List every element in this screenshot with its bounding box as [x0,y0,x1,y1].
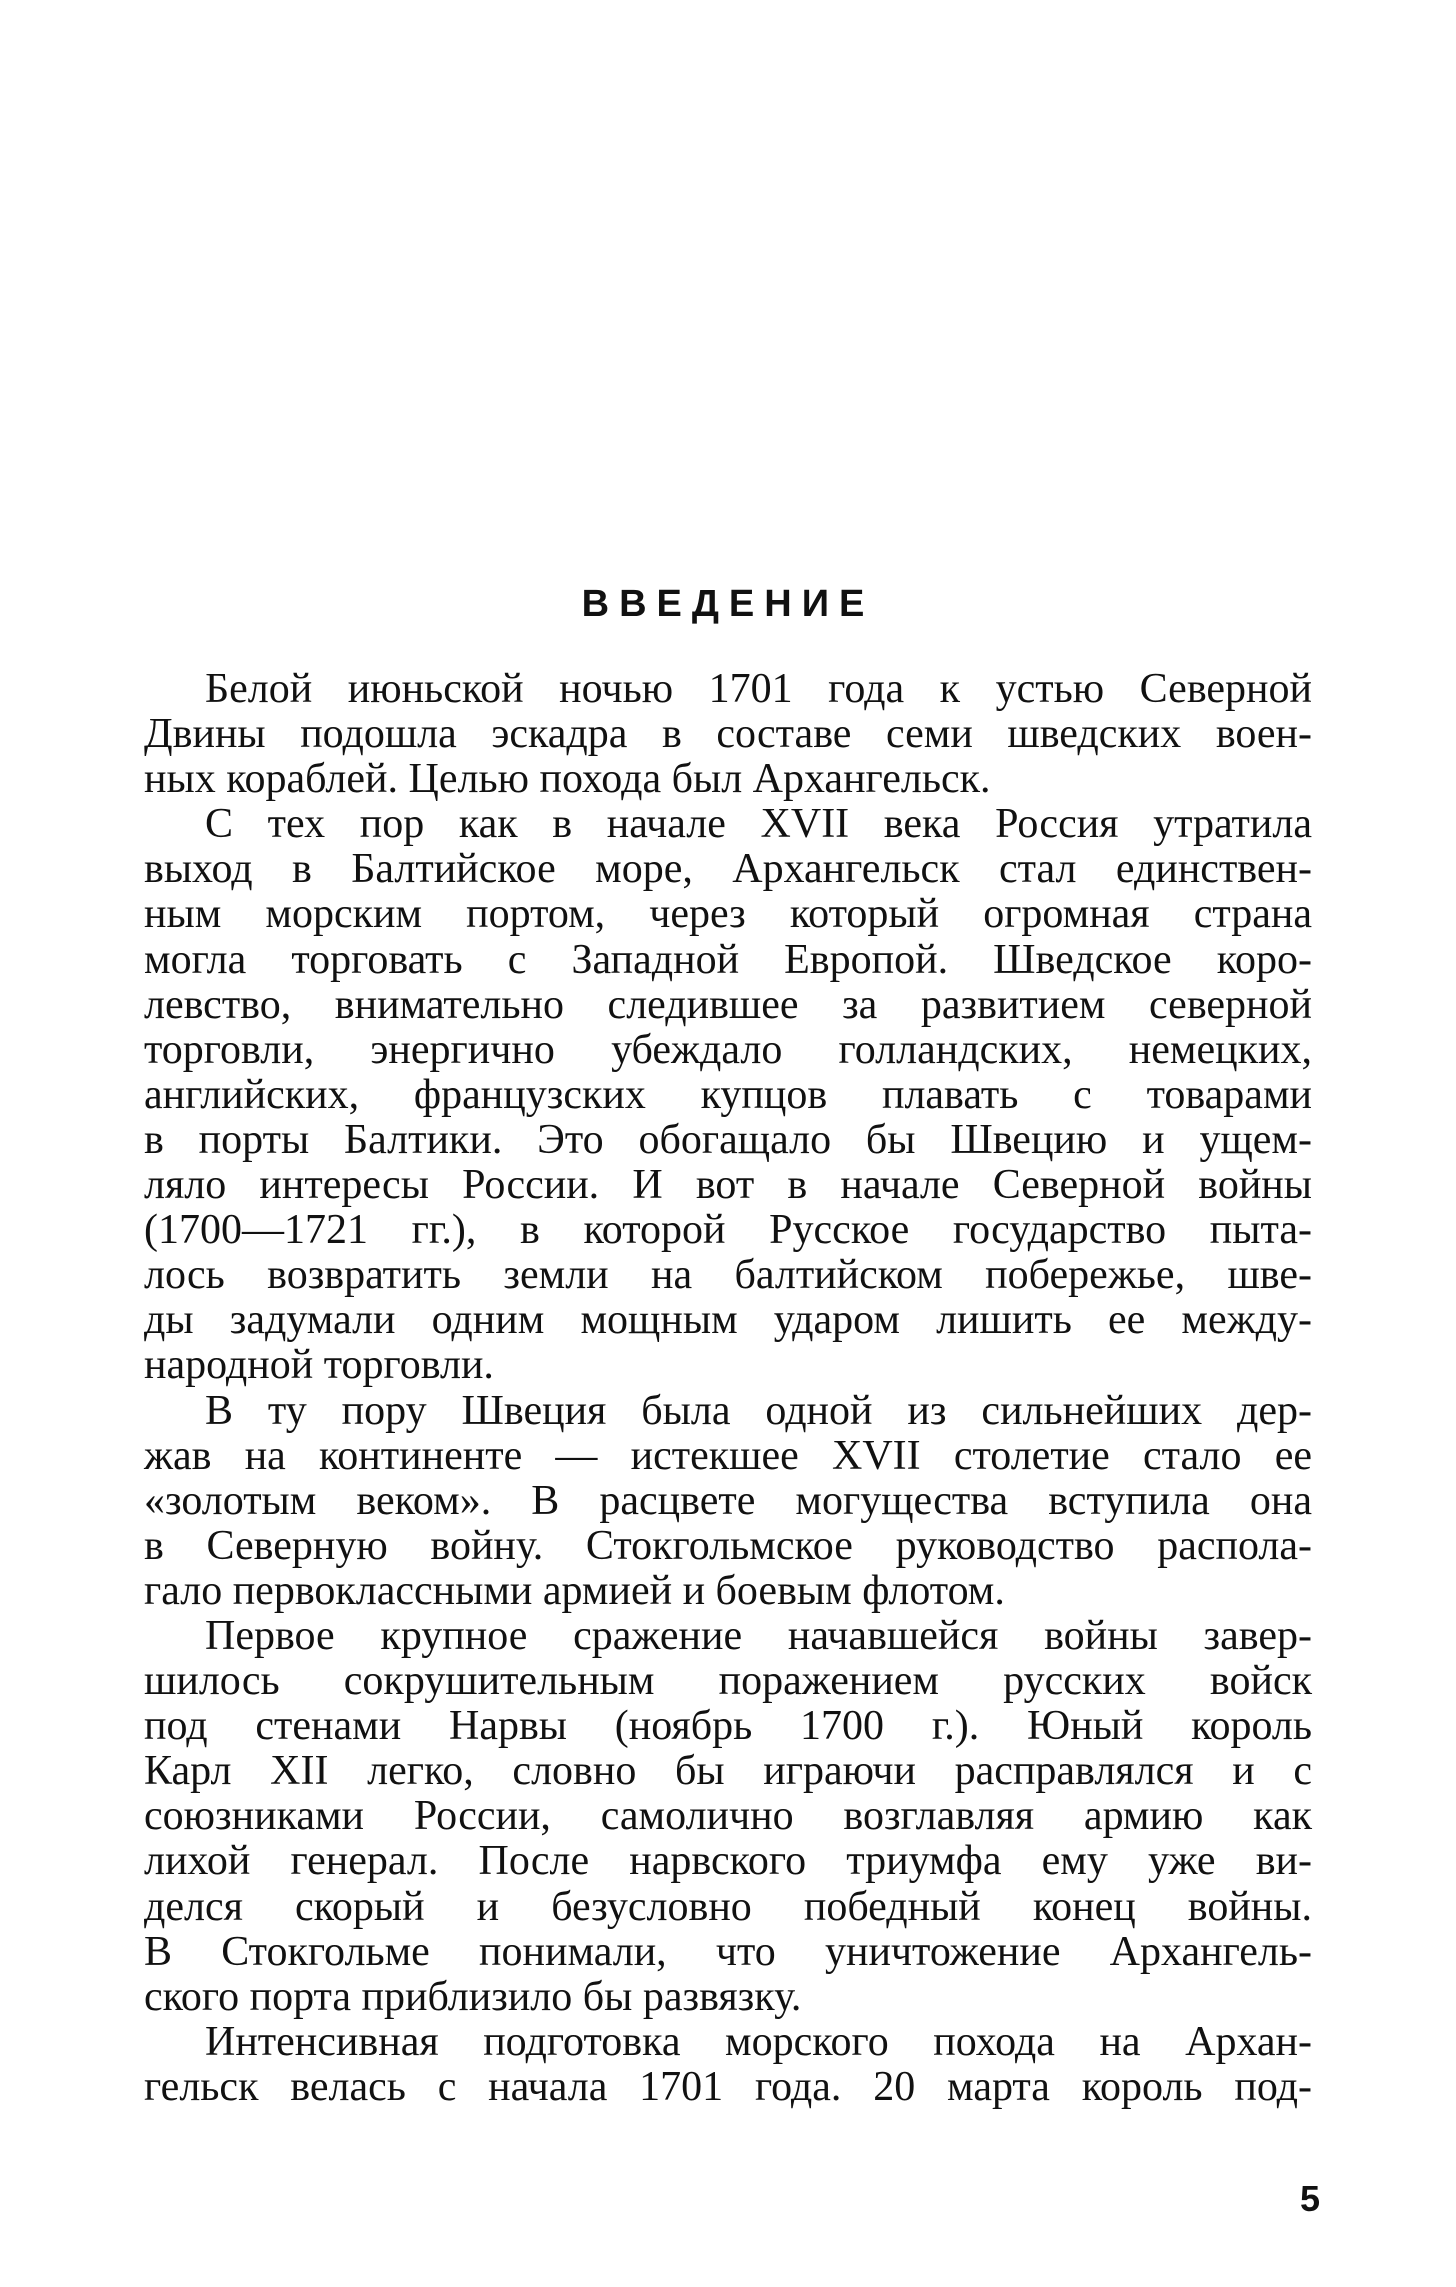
text-line: в Северную войну. Стокгольмское руководство распола- [144,1522,1312,1569]
text-line: ского порта приблизило бы развязку. [144,1973,802,2020]
text-line: лихой генерал. После нарвского триумфа ему уже ви- [144,1838,1312,1885]
text-line: ды задумали одним мощным ударом лишить ее между- [144,1297,1312,1344]
text-line: в порты Балтики. Это обогащало бы Швецию и ущем- [144,1116,1312,1163]
text-line: гельск велась с начала 1701 года. 20 марта король под- [144,2063,1312,2110]
text-line: ным морским портом, через который огромная страна [144,891,1312,938]
text-line: выход в Балтийское море, Архангельск стал единствен- [144,846,1312,893]
text-line: С тех пор как в начале XVII века Россия утратила [205,801,1312,848]
body-text [144,667,1312,2110]
text-line: гало первоклассными армией и боевым флотом. [144,1567,1005,1614]
text-line: союзниками России, самолично возглавляя армию как [144,1793,1312,1840]
text-line: В ту пору Швеция была одной из сильнейших дер- [205,1387,1312,1434]
page-number: 5 [1299,2178,1320,2219]
text-line: жав на континенте — истекшее XVII столетие стало ее [144,1432,1312,1479]
text-line: шилось сокрушительным поражением русских войск [144,1658,1312,1705]
text-line: В Стокгольме понимали, что уничтожение Архангель- [144,1928,1312,1975]
text-line: Интенсивная подготовка морского похода на Архан- [205,2018,1312,2065]
text-line: (1700—1721 гг.), в которой Русское государство пыта- [144,1207,1312,1254]
text-line: английских, французских купцов плавать с товарами [144,1071,1312,1118]
text-line: делся скорый и безусловно победный конец войны. [144,1883,1312,1930]
text-line: народной торговли. [144,1342,494,1389]
text-line: торговли, энергично убеждало голландских, немецких, [144,1026,1312,1073]
text-line: Двины подошла эскадра в составе семи шведских воен- [144,711,1312,758]
text-line: «золотым веком». В расцвете могущества вступила она [144,1477,1312,1524]
text-line: Белой июньской ночью 1701 года к устью Северной [205,666,1312,712]
text-line: под стенами Нарвы (ноябрь 1700 г.). Юный король [144,1703,1312,1750]
chapter-heading: ВВЕДЕНИЕ [581,583,875,625]
text-line: левство, внимательно следившее за развитием северной [144,981,1312,1028]
text-line: ных кораблей. Целью похода был Архангельск. [144,756,991,803]
text-line: Первое крупное сражение начавшейся войны завер- [205,1612,1312,1659]
text-line: ляло интересы России. И вот в начале Северной войны [144,1162,1312,1209]
text-line: лось возвратить земли на балтийском побережье, шве- [144,1252,1312,1299]
text-line: могла торговать с Западной Европой. Шведское коро- [144,936,1312,983]
text-line: Карл XII легко, словно бы играючи расправлялся и с [144,1748,1312,1795]
